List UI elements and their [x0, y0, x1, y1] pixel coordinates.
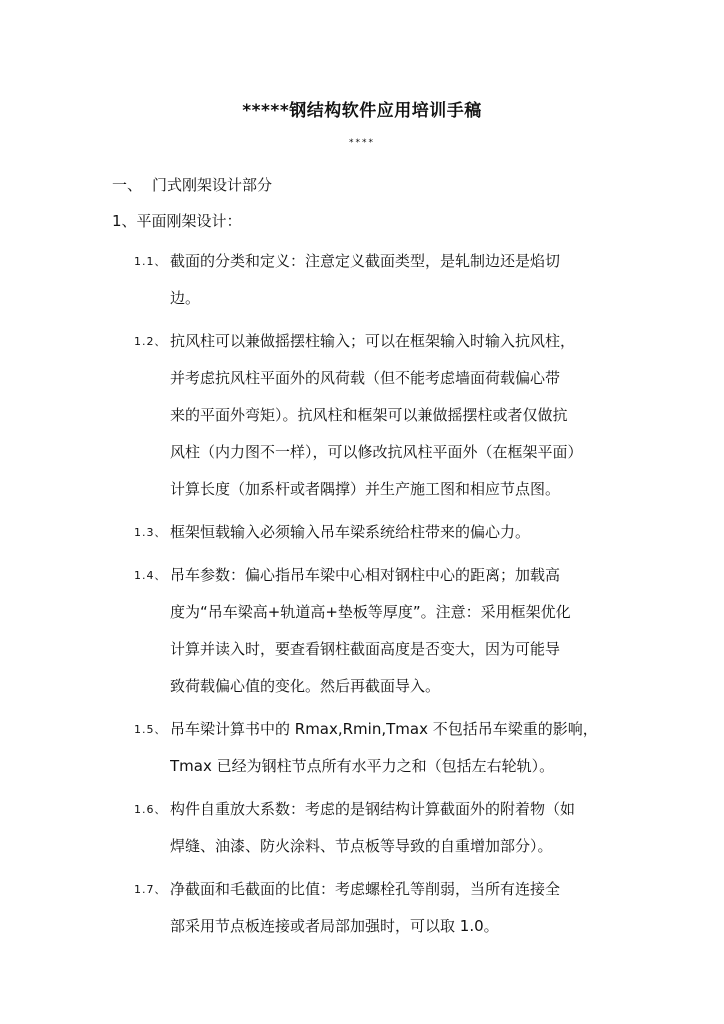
- item-text-line: 净截面和毛截面的比值：考虑螺栓孔等削弱，当所有连接全: [170, 880, 561, 898]
- list-item: [134, 243, 626, 317]
- item-text-line: 并考虑抗风柱平面外的风荷载（但不能考虑墙面荷载偏心带: [170, 369, 561, 387]
- list-item: [134, 791, 626, 865]
- item-text-line: 计算并读入时，要查看钢柱截面高度是否变大，因为可能导: [170, 640, 561, 658]
- item-text-line: 致荷载偏心值的变化。然后再截面导入。: [170, 677, 441, 695]
- list-item: [134, 323, 626, 508]
- subsection-heading: 1、平面刚架设计：: [112, 212, 242, 230]
- list-item: [134, 557, 626, 705]
- section-number: 一、: [112, 176, 143, 194]
- document-subtitle: ****: [349, 138, 375, 148]
- item-text-line: 焊缝、油漆、防火涂料、节点板等导致的自重增加部分）。: [170, 837, 553, 855]
- section-label: 门式刚架设计部分: [152, 176, 273, 194]
- item-number: 1.3、: [134, 526, 167, 539]
- list-item: [134, 514, 626, 551]
- item-text-line: 部采用节点板连接或者局部加强时，可以取 1.0。: [170, 917, 499, 935]
- item-number: 1.1、: [134, 255, 167, 268]
- item-number: 1.7、: [134, 883, 167, 896]
- item-text-line: Tmax 已经为钢柱节点所有水平力之和（包括左右轮轨）。: [170, 757, 555, 775]
- item-number: 1.2、: [134, 335, 167, 348]
- item-text-line: 来的平面外弯矩）。抗风柱和框架可以兼做摇摆柱或者仅做抗: [170, 406, 568, 424]
- section-heading: [112, 174, 272, 195]
- item-number: 1.6、: [134, 803, 167, 816]
- item-text-line: 度为“吊车梁高+轨道高+垫板等厚度”。注意：采用框架优化: [170, 603, 571, 621]
- item-list: [134, 243, 626, 951]
- item-text-line: 计算长度（加系杆或者隅撑）并生产施工图和相应节点图。: [170, 480, 561, 498]
- item-text-line: 构件自重放大系数：考虑的是钢结构计算截面外的附着物（如: [170, 800, 576, 818]
- list-item: [134, 711, 626, 785]
- item-text-line: 边。: [170, 289, 201, 307]
- item-text-line: 框架恒载输入必须输入吊车梁系统给柱带来的偏心力。: [170, 523, 531, 541]
- item-text-line: 吊车参数：偏心指吊车梁中心相对钢柱中心的距离；加载高: [170, 566, 561, 584]
- item-text-line: 吊车梁计算书中的 Rmax,Rmin,Tmax 不包括吊车梁重的影响，: [170, 720, 598, 738]
- item-text-line: 截面的分类和定义：注意定义截面类型，是轧制边还是焰切: [170, 252, 561, 270]
- item-number: 1.4、: [134, 569, 167, 582]
- item-text-line: 抗风柱可以兼做摇摆柱输入；可以在框架输入时输入抗风柱，: [170, 332, 576, 350]
- item-number: 1.5、: [134, 723, 167, 736]
- list-item: [134, 871, 626, 945]
- item-text-line: 风柱（内力图不一样），可以修改抗风柱平面外（在框架平面）: [170, 443, 583, 461]
- document-title: *****钢结构软件应用培训手稿: [242, 101, 482, 121]
